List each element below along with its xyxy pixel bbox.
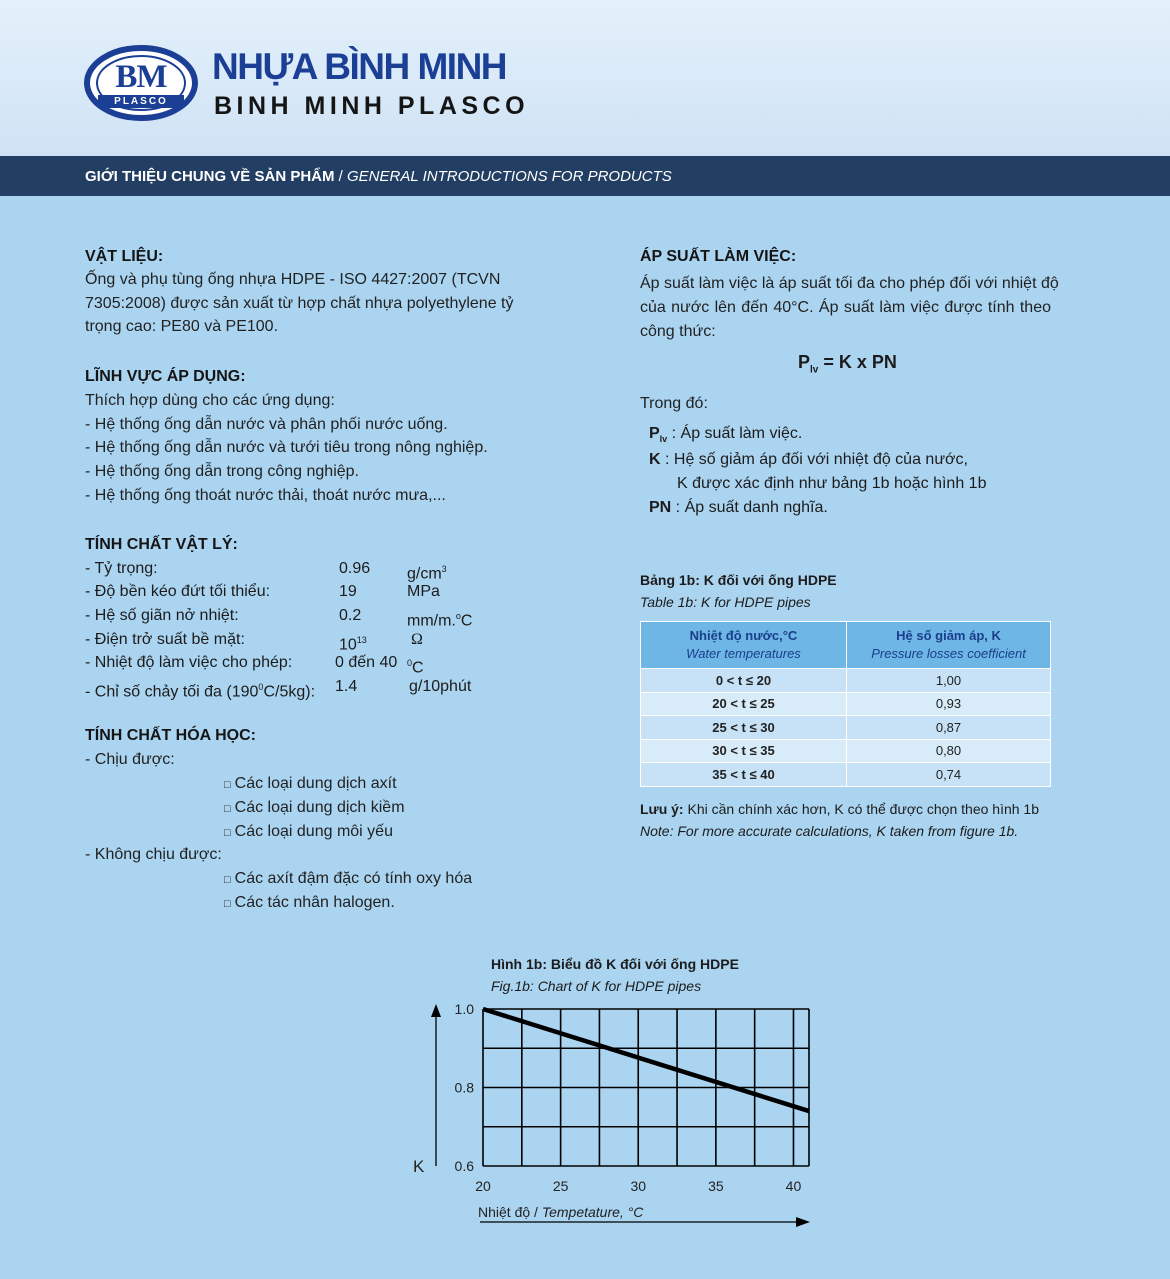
x-axis-label: Nhiệt độ / Tempetature, °C	[478, 1204, 644, 1220]
list-item: □ Các tác nhân halogen.	[224, 894, 395, 911]
property-unit: Ω	[411, 631, 423, 648]
not-resist-label: - Không chịu được:	[85, 846, 222, 863]
property-value: 0 đến 40	[335, 654, 398, 671]
property-unit-sup: 3	[441, 564, 447, 574]
property-unit-sup: o	[455, 611, 461, 621]
application-line: - Hệ thống ống dẫn nước và tưới tiêu trong nông nghiệp.	[85, 439, 488, 456]
x-axis-arrow-icon	[796, 1217, 810, 1227]
material-line: 7305:2008) được sản xuất từ hợp chất nhựa polyethylene tỷ	[85, 295, 514, 312]
property-unit: MPa	[407, 583, 440, 600]
property-value: 19	[339, 583, 357, 600]
k-chart	[400, 990, 820, 1235]
bullet-icon: □	[224, 803, 231, 815]
bullet-icon: □	[224, 827, 231, 839]
table-header-row	[641, 622, 1051, 669]
property-unit: mm/m.	[407, 612, 456, 630]
property-value: 0.96	[339, 560, 371, 577]
table-header-cell: Hệ số giảm áp, K Pressure losses coefficient	[847, 622, 1051, 669]
table-note	[640, 798, 1039, 842]
pressure-line: của nước lên đến 40°C. Áp suất làm việc được tính theo	[640, 299, 1051, 316]
table-row: 20 < t ≤ 25 0,93	[641, 692, 1051, 716]
property-label: - Nhiệt độ làm việc cho phép:	[85, 654, 293, 671]
note-en: Note: For more accurate calculations, K taken from figure 1b.	[640, 823, 1019, 839]
table-caption-en: Table 1b: K for HDPE pipes	[640, 594, 811, 610]
list-item: □ Các axít đậm đặc có tính oxy hóa	[224, 870, 473, 887]
list-item: □ Các loại dung môi yếu	[224, 823, 393, 840]
logo-sub-text: PLASCO	[114, 96, 168, 107]
series-line	[483, 1009, 809, 1111]
application-line: - Hệ thống ống dẫn trong công nghiệp.	[85, 463, 359, 480]
material-title: VẬT LIỆU:	[85, 248, 164, 265]
application-title: LĨNH VỰC ÁP DỤNG:	[85, 368, 246, 385]
chart-title: Hình 1b: Biểu đồ K đối với ống HDPE	[491, 956, 739, 972]
band-title	[85, 167, 672, 187]
property-unit-sup: 0	[407, 658, 413, 668]
x-tick-label: 35	[708, 1178, 724, 1194]
bullet-icon: □	[224, 898, 231, 910]
pressure-line: Áp suất làm việc là áp suất tối đa cho phép đối với nhiệt độ	[640, 275, 1059, 292]
chart-series	[483, 1009, 809, 1111]
logo-mark-text: BM	[115, 59, 167, 95]
table-row: 0 < t ≤ 20 1,00	[641, 669, 1051, 693]
definition-row: PN : Áp suất danh nghĩa.	[649, 499, 828, 516]
property-label: - Điện trở suất bề mặt:	[85, 631, 245, 648]
property-unit: C	[412, 659, 424, 677]
list-item: □ Các loại dung dịch kiềm	[224, 799, 405, 816]
table-caption-vn: Bảng 1b: K đối với ống HDPE	[640, 572, 837, 588]
band-separator: /	[334, 168, 347, 185]
chart-grid	[483, 1009, 809, 1166]
definition-row: K : Hệ số giảm áp đối với nhiệt độ của nước,	[649, 451, 968, 468]
definition-row: $P_{lv}$ : Áp suất làm việc.	[649, 425, 803, 445]
definition-row: K được xác định như bảng 1b hoặc hình 1b	[677, 475, 987, 492]
material-line: trọng cao: PE80 và PE100.	[85, 318, 279, 335]
bullet-icon: □	[224, 779, 231, 791]
y-tick-label: 0.6	[454, 1158, 474, 1174]
pressure-line: công thức:	[640, 323, 716, 340]
application-line: - Hệ thống ống dẫn nước và phân phối nước uống.	[85, 416, 448, 433]
property-value: 1.4	[335, 678, 358, 695]
property-unit: g/cm	[407, 565, 442, 583]
physical-title: TÍNH CHẤT VẬT LÝ:	[85, 536, 238, 553]
formula: $P_{lv} = K$ x PN	[798, 352, 897, 376]
table-row: 35 < t ≤ 40 0,74	[641, 763, 1051, 787]
property-label: - Tỷ trọng:	[85, 560, 158, 577]
resist-label: - Chịu được:	[85, 751, 175, 768]
where-label: Trong đó:	[640, 395, 708, 412]
property-unit-tail: C	[460, 612, 473, 630]
property-label-tail: C/5kg):	[263, 683, 316, 701]
band-title-en: GENERAL INTRODUCTIONS FOR PRODUCTS	[347, 168, 672, 185]
list-item: □ Các loại dung dịch axít	[224, 775, 397, 792]
y-axis-arrow-icon	[431, 1004, 441, 1017]
brand-name-en: BINH MINH PLASCO	[214, 92, 530, 120]
chart-subtitle: Fig.1b: Chart of K for HDPE pipes	[491, 978, 702, 994]
property-value: 10	[339, 636, 357, 654]
x-tick-label: 30	[630, 1178, 647, 1194]
x-tick-label: 20	[475, 1178, 491, 1194]
application-line: - Hệ thống ống thoát nước thải, thoát nước mưa,...	[85, 487, 446, 504]
note-vn: Lưu ý: Khi cần chính xác hơn, K có thể được chọn theo hình 1b	[640, 801, 1039, 817]
x-tick-label: 40	[785, 1178, 802, 1194]
property-unit: g/10phút	[409, 678, 472, 695]
property-label: - Hệ số giãn nở nhiệt:	[85, 607, 239, 624]
y-tick-label: 1.0	[454, 1001, 474, 1017]
property-label: - Chỉ số chảy tối đa (190	[85, 683, 259, 701]
k-table	[640, 621, 1051, 787]
application-line: Thích hợp dùng cho các ứng dụng:	[85, 392, 335, 409]
chemical-title: TÍNH CHẤT HÓA HỌC:	[85, 727, 256, 744]
table-row: 25 < t ≤ 30 0,87	[641, 716, 1051, 740]
y-tick-label: 0.8	[454, 1079, 474, 1096]
page-header	[0, 0, 1170, 156]
property-label: - Độ bền kéo đứt tối thiểu:	[85, 583, 271, 600]
pressure-title: ÁP SUẤT LÀM VIỆC:	[640, 248, 797, 265]
material-line: Ống và phụ tùng ống nhựa HDPE - ISO 4427:2007 (TCVN	[85, 271, 501, 288]
table-header-cell: Nhiệt độ nước,°C Water temperatures	[641, 622, 847, 669]
bullet-icon: □	[224, 874, 231, 886]
property-value: 0.2	[339, 607, 362, 624]
property-value-sup: 13	[356, 635, 367, 645]
band-title-vn: GIỚI THIỆU CHUNG VỀ SẢN PHẨM	[85, 168, 335, 185]
x-tick-label: 25	[552, 1178, 569, 1194]
chart-labels	[413, 1001, 801, 1220]
brand-name-vn: NHỰA BÌNH MINH	[212, 46, 507, 87]
y-axis-label: K	[413, 1157, 425, 1176]
property-label-sup: 0	[258, 682, 264, 692]
table-row: 30 < t ≤ 35 0,80	[641, 739, 1051, 763]
